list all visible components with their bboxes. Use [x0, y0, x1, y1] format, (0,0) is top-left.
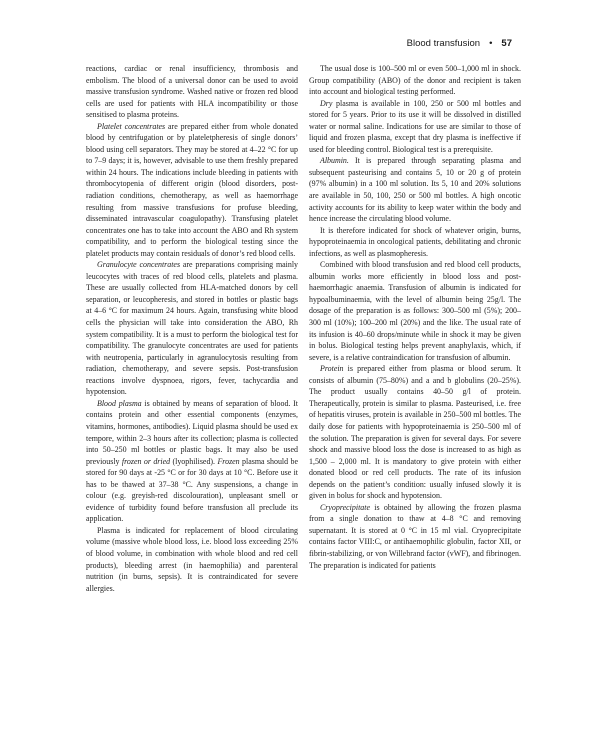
page-number: 57 — [501, 38, 512, 49]
term-dry: Dry — [320, 98, 333, 108]
paragraph-plasma-indications: Plasma is indicated for replacement of blood circulating volume (massive whole blood loss, i.e. blood loss exceeding 25% of blood volume, in combination with whole blood and red cell products), bleeding arrest (in haemophilia) and parenteral nutrition (in burns, sepsis). It is contraindicated for severe allergies. — [86, 525, 298, 593]
paragraph-text: plasma should be stored for 90 days at -25 °C or for 30 days at 10 °C. Before use it has to be thawed at 37–38 °C. Any suspensions, a change in colour (e.g. greyish-red discolouration), unpleasant smell or evidence of turbidity found before transfusion all preclude its application. — [86, 456, 298, 524]
paragraph-platelet-concentrates — [86, 121, 298, 260]
right-column — [309, 63, 521, 571]
paragraph: reactions, cardiac or renal insufficiency, thrombosis and embolism. The blood of a universal donor can be used to avoid massive transfusion syndrome. Washed native or frozen red blood cells are used for patients with HLA incompatibility or those sensitised to plasma proteins. — [86, 64, 298, 120]
paragraph-usual-dose: The usual dose is 100–500 ml or even 500–1,000 ml in shock. Group compatibility (ABO) of the donor and recipient is taken into account and biological testing performed. — [309, 64, 521, 97]
paragraph-albumin — [309, 155, 521, 224]
term-platelet-concentrates: Platelet concentrates — [97, 121, 166, 131]
paragraph-cryoprecipitate — [309, 502, 521, 571]
header-separator: • — [489, 38, 493, 49]
term-granulocyte-concentrates: Granulocyte concentrates — [97, 260, 181, 270]
term-frozen-or-dried: frozen or dried — [121, 456, 171, 466]
paragraph-granulocyte-concentrates — [86, 259, 298, 398]
left-column — [86, 63, 298, 594]
paragraph-dry-plasma — [309, 98, 521, 156]
paragraph-text: is obtained by means of separation of blood. It contains protein and other essential components (enzymes, vitamins, hormones, antibodies). Liquid plasma should be used ex tempore, within 2–3 hours after its collection; plasma is collected into 50–250 ml bottles or plastic bags. It may also be used previously — [86, 398, 298, 466]
paragraph-text: is obtained by allowing the frozen plasma from a single donation to thaw at 4–8 °C and removing supernatant. It is stored at 0 °C in 15 ml vial. Cryoprecipitate contains factor VIII:C, or antihaemophilic globulin, factor XII, or fibrin-stabilizing, or von Willebrand factor (vWF), and fibrinogen. The preparation is indicated for patients — [309, 502, 521, 570]
term-frozen: Frozen — [217, 456, 240, 466]
section-title: Blood transfusion — [406, 38, 481, 49]
paragraph-text: are preparations comprising mainly leucocytes with traces of red blood cells, platelets and plasma. These are usually collected from HLA-matched donors by cell separation, or leucopheresis, and stored in bottles or plastic bags at 4–6 °C for maximum 24 hours. Again, transfusing white blood cells the physician will take into consideration the ABO, Rh system compatibility. It is a must to perform the biological test for compatibility. The granulocyte concentrates are used for patients with neutropenia, particularly in agranulocytosis resulting from radiation, chemotherapy, and severe sepsis. Post-transfusion reactions involve dyspnoea, rigors, fever, tachycardia and hypotension. — [86, 260, 299, 397]
term-cryoprecipitate: Cryoprecipitate — [320, 502, 370, 512]
paragraph-albumin-indications: It is therefore indicated for shock of whatever origin, burns, hypoproteinaemia in oncological patients, debilitating and chronic infections, as well as plasmopheresis. — [309, 225, 521, 258]
paragraph-text: is prepared either from plasma or blood serum. It consists of albumin (75–80%) and a and b globulins (20–25%). The product usually contains 40–50 g/l of protein. Therapeutically, protein is similar to plasma. Pasteurised, i.e. free of hepatitis viruses, protein is available in 250–500 ml bottles. The daily dose for patients with hypoproteinaemia is 250–500 ml of the solution. The preparation is given for several days. For severe shock and massive blood loss the dose is increased to as high as 1,500 – 2,000 ml. It is mandatory to give protein with either donated blood or red cell products. The rate of its infusion depends on the patient’s condition: usually infused slowly it is given in bolus for shock and hypotension. — [309, 364, 521, 501]
term-albumin: Albumin. — [320, 156, 349, 166]
running-header — [407, 38, 512, 49]
paragraph-text: (lyophilised). — [170, 456, 218, 466]
paragraph-albumin-dosage: Combined with blood transfusion and red blood cell products, albumin works more efficiently in blood loss and post-haemorrhagic anaemia. Transfusion of albumin is indicated for hypoalbuminaemia, with the level of albumin being 25g/l. The dosage of the preparation is as follows: 300–500 ml (5%); 200–300 ml (10%); 100–200 ml (20%) and the like. The usual rate of its infusion is 40–60 drops/minute while in shock it may be given in bolus. Biological testing helps prevent anaphylaxis, which, if severe, is a relative contraindication for transfusion of albumin. — [309, 260, 521, 362]
paragraph-text: are prepared either from whole donated blood by centrifugation or by plateletpheresis of single donors’ blood using cell separators. They may be stored at 4–22 °C for up to 7–9 days; it is, however, advisable to use them freshly prepared within 24 hours. The indications include bleeding in patients with thrombocytopenia of different origin (blood disorders, post-radiation conditions, chemotherapy, as well as haemorrhage resulting from massive transfusions for profuse bleeding, disseminated intravascular coagulopathy). Transfusing platelet concentrates one has to take into account the ABO and Rh system compatibility, and to perform the biological testing since the platelet products may contain residuals of donor’s red blood cells. — [86, 121, 298, 258]
paragraph-text: plasma is available in 100, 250 or 500 ml bottles and stored for 5 years. Prior to its use it will be dissolved in distilled water or normal saline. Indications for use are similar to those of liquid and frozen plasma, except that dry plasma is ineffective if used for bleeding control. Biological test is a prerequisite. — [309, 98, 521, 154]
paragraph-protein — [309, 363, 521, 502]
term-blood-plasma: Blood plasma — [97, 398, 142, 408]
paragraph-blood-plasma — [86, 398, 298, 525]
term-protein: Protein — [320, 364, 344, 374]
paragraph-text: It is prepared through separating plasma and subsequent pasteurising and contains 5, 10 or 20 g of protein (97% albumin) in a 100 ml solution. Its 5, 10 and 20% solutions are available in 50, 100, 250 or 500 ml bottles. A high oncotic activity accounts for its ability to keep water within the body and hence increase the circulating blood volume. — [309, 156, 521, 224]
